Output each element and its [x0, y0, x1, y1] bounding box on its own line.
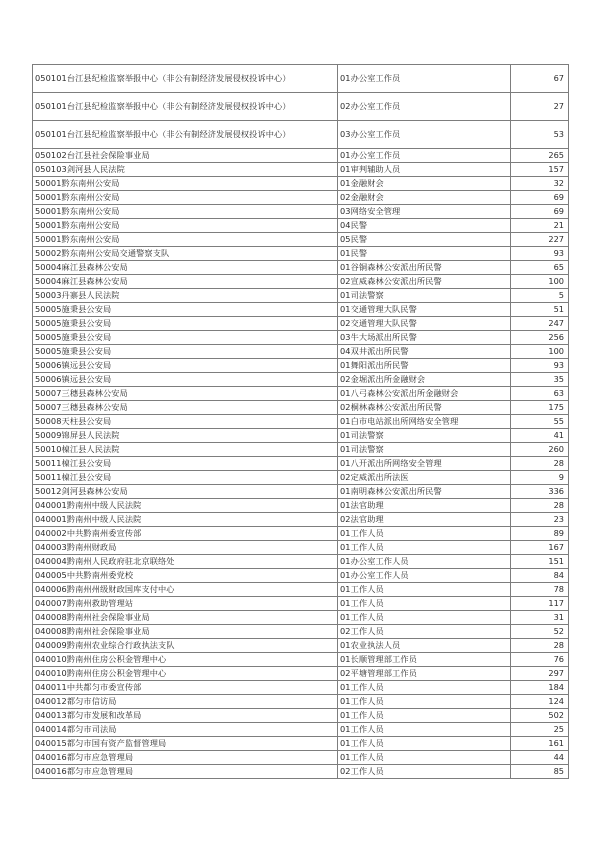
count-cell: 25: [511, 723, 569, 737]
unit-cell: 50001黔东南州公安局: [33, 177, 338, 191]
count-cell: 67: [511, 65, 569, 93]
position-cell: 02宣威森林公安派出所民警: [338, 275, 511, 289]
count-cell: 21: [511, 219, 569, 233]
table-row: [33, 723, 569, 737]
table-row: [33, 359, 569, 373]
count-cell: 265: [511, 149, 569, 163]
unit-cell: 50011槕江县公安局: [33, 471, 338, 485]
position-cell: 02定威派出所法医: [338, 471, 511, 485]
table-row: [33, 331, 569, 345]
position-cell: 02法官助理: [338, 513, 511, 527]
table-row: [33, 471, 569, 485]
position-cell: 01司法警察: [338, 429, 511, 443]
count-cell: 69: [511, 205, 569, 219]
position-cell: 01司法警察: [338, 443, 511, 457]
count-cell: 53: [511, 121, 569, 149]
unit-cell: 50005施秉县公安局: [33, 317, 338, 331]
position-cell: 01工作人员: [338, 527, 511, 541]
unit-cell: 040008黔南州社会保险事业局: [33, 611, 338, 625]
count-cell: 44: [511, 751, 569, 765]
count-cell: 227: [511, 233, 569, 247]
count-cell: 100: [511, 345, 569, 359]
unit-cell: 50004麻江县森林公安局: [33, 275, 338, 289]
unit-cell: 50001黔东南州公安局: [33, 191, 338, 205]
table-row: [33, 639, 569, 653]
count-cell: 502: [511, 709, 569, 723]
count-cell: 51: [511, 303, 569, 317]
position-cell: 04民警: [338, 219, 511, 233]
table-row: [33, 233, 569, 247]
table-row: [33, 373, 569, 387]
count-cell: 32: [511, 177, 569, 191]
position-cell: 05民警: [338, 233, 511, 247]
position-cell: 01金融财会: [338, 177, 511, 191]
count-cell: 93: [511, 247, 569, 261]
count-cell: 76: [511, 653, 569, 667]
count-cell: 69: [511, 191, 569, 205]
unit-cell: 50006镇远县公安局: [33, 373, 338, 387]
count-cell: 85: [511, 765, 569, 779]
table-row: [33, 177, 569, 191]
position-cell: 01民警: [338, 247, 511, 261]
unit-cell: 50007三穗县森林公安局: [33, 387, 338, 401]
unit-cell: 040005中共黔南州委党校: [33, 569, 338, 583]
table-row: [33, 191, 569, 205]
count-cell: 93: [511, 359, 569, 373]
position-cell: 01办公室工作人员: [338, 555, 511, 569]
position-cell: 01八弓森林公安派出所金融财会: [338, 387, 511, 401]
position-cell: 01长顺管理部工作员: [338, 653, 511, 667]
unit-cell: 040012都匀市信访局: [33, 695, 338, 709]
unit-cell: 040004黔南州人民政府驻北京联络处: [33, 555, 338, 569]
table-row: [33, 513, 569, 527]
table-body: [33, 65, 569, 779]
position-cell: 01白市电站派出所网络安全管理: [338, 415, 511, 429]
table-row: [33, 457, 569, 471]
position-cell: 02交通管理大队民警: [338, 317, 511, 331]
count-cell: 247: [511, 317, 569, 331]
unit-cell: 50006镇远县公安局: [33, 359, 338, 373]
position-cell: 01工作人员: [338, 737, 511, 751]
position-cell: 01工作人员: [338, 709, 511, 723]
position-cell: 01审判辅助人员: [338, 163, 511, 177]
count-cell: 260: [511, 443, 569, 457]
position-cell: 02金融财会: [338, 191, 511, 205]
unit-cell: 50001黔东南州公安局: [33, 219, 338, 233]
count-cell: 167: [511, 541, 569, 555]
table-row: [33, 303, 569, 317]
unit-cell: 50002黔东南州公安局交通警察支队: [33, 247, 338, 261]
unit-cell: 050101台江县纪检监察举报中心（非公有制经济发展侵权投诉中心）: [33, 65, 338, 93]
position-cell: 03办公室工作员: [338, 121, 511, 149]
table-row: [33, 527, 569, 541]
unit-cell: 040007黔南州救助管理站: [33, 597, 338, 611]
count-cell: 117: [511, 597, 569, 611]
count-cell: 23: [511, 513, 569, 527]
count-cell: 256: [511, 331, 569, 345]
unit-cell: 50005施秉县公安局: [33, 345, 338, 359]
position-cell: 02办公室工作员: [338, 93, 511, 121]
unit-cell: 040013都匀市发展和改革局: [33, 709, 338, 723]
table-row: [33, 667, 569, 681]
table-row: [33, 653, 569, 667]
table-row: [33, 415, 569, 429]
count-cell: 84: [511, 569, 569, 583]
position-cell: 01交通管理大队民警: [338, 303, 511, 317]
position-cell: 02金堀派出所金融财会: [338, 373, 511, 387]
position-cell: 02工作人员: [338, 625, 511, 639]
count-cell: 52: [511, 625, 569, 639]
unit-cell: 50003丹寨县人民法院: [33, 289, 338, 303]
count-cell: 28: [511, 457, 569, 471]
position-cell: 01谷铜森林公安派出所民警: [338, 261, 511, 275]
position-cell: 01办公室工作员: [338, 65, 511, 93]
count-cell: 41: [511, 429, 569, 443]
unit-cell: 040001黔南州中级人民法院: [33, 499, 338, 513]
unit-cell: 040014都匀市司法局: [33, 723, 338, 737]
count-cell: 65: [511, 261, 569, 275]
count-cell: 175: [511, 401, 569, 415]
table-row: [33, 429, 569, 443]
unit-cell: 50011槕江县公安局: [33, 457, 338, 471]
position-cell: 01办公室工作人员: [338, 569, 511, 583]
position-cell: 01舞阳派出所民警: [338, 359, 511, 373]
unit-cell: 040016都匀市应急管理局: [33, 751, 338, 765]
position-cell: 01司法警察: [338, 289, 511, 303]
position-cell: 03网络安全管理: [338, 205, 511, 219]
table-row: [33, 751, 569, 765]
position-cell: 01工作人员: [338, 597, 511, 611]
unit-cell: 040009黔南州农业综合行政执法支队: [33, 639, 338, 653]
unit-cell: 50005施秉县公安局: [33, 331, 338, 345]
table-row: [33, 401, 569, 415]
table-row: [33, 163, 569, 177]
unit-cell: 50007三穗县森林公安局: [33, 401, 338, 415]
position-cell: 01工作人员: [338, 583, 511, 597]
table-row: [33, 345, 569, 359]
count-cell: 35: [511, 373, 569, 387]
table-row: [33, 247, 569, 261]
count-cell: 55: [511, 415, 569, 429]
count-cell: 151: [511, 555, 569, 569]
table-row: [33, 611, 569, 625]
table-row: [33, 275, 569, 289]
count-cell: 31: [511, 611, 569, 625]
count-cell: 89: [511, 527, 569, 541]
table-row: [33, 387, 569, 401]
position-cell: 01八开派出所网络安全管理: [338, 457, 511, 471]
table-row: [33, 121, 569, 149]
unit-cell: 040008黔南州社会保险事业局: [33, 625, 338, 639]
table-row: [33, 695, 569, 709]
table-row: [33, 93, 569, 121]
count-cell: 9: [511, 471, 569, 485]
count-cell: 157: [511, 163, 569, 177]
table-row: [33, 737, 569, 751]
unit-cell: 50009锦屏县人民法院: [33, 429, 338, 443]
unit-cell: 040016都匀市应急管理局: [33, 765, 338, 779]
count-cell: 297: [511, 667, 569, 681]
unit-cell: 040003黔南州财政局: [33, 541, 338, 555]
unit-cell: 040010黔南州住房公积金管理中心: [33, 653, 338, 667]
unit-cell: 040010黔南州住房公积金管理中心: [33, 667, 338, 681]
unit-cell: 040011中共都匀市委宣传部: [33, 681, 338, 695]
unit-cell: 050103剑河县人民法院: [33, 163, 338, 177]
unit-cell: 50001黔东南州公安局: [33, 233, 338, 247]
position-table: [32, 64, 569, 779]
unit-cell: 50004麻江县森林公安局: [33, 261, 338, 275]
table-row: [33, 65, 569, 93]
table-row: [33, 499, 569, 513]
table-row: [33, 443, 569, 457]
count-cell: 5: [511, 289, 569, 303]
position-cell: 01工作人员: [338, 723, 511, 737]
count-cell: 124: [511, 695, 569, 709]
unit-cell: 50012剑河县森林公安局: [33, 485, 338, 499]
count-cell: 63: [511, 387, 569, 401]
count-cell: 78: [511, 583, 569, 597]
position-cell: 03牛大场派出所民警: [338, 331, 511, 345]
table-row: [33, 583, 569, 597]
position-cell: 01工作人员: [338, 611, 511, 625]
table-row: [33, 205, 569, 219]
unit-cell: 050101台江县纪检监察举报中心（非公有制经济发展侵权投诉中心）: [33, 121, 338, 149]
position-cell: 02桐林森林公安派出所民警: [338, 401, 511, 415]
count-cell: 161: [511, 737, 569, 751]
unit-cell: 040002中共黔南州委宣传部: [33, 527, 338, 541]
position-cell: 01办公室工作员: [338, 149, 511, 163]
position-cell: 01法官助理: [338, 499, 511, 513]
position-cell: 01南明森林公安派出所民警: [338, 485, 511, 499]
position-table-container: [32, 64, 568, 779]
unit-cell: 050101台江县纪检监察举报中心（非公有制经济发展侵权投诉中心）: [33, 93, 338, 121]
table-row: [33, 149, 569, 163]
unit-cell: 040015都匀市国有资产监督管理局: [33, 737, 338, 751]
table-row: [33, 541, 569, 555]
table-row: [33, 709, 569, 723]
table-row: [33, 555, 569, 569]
position-cell: 01工作人员: [338, 695, 511, 709]
table-row: [33, 317, 569, 331]
position-cell: 01工作人员: [338, 541, 511, 555]
unit-cell: 50001黔东南州公安局: [33, 205, 338, 219]
table-row: [33, 219, 569, 233]
table-row: [33, 681, 569, 695]
table-row: [33, 569, 569, 583]
table-row: [33, 289, 569, 303]
position-cell: 01农业执法人员: [338, 639, 511, 653]
count-cell: 100: [511, 275, 569, 289]
unit-cell: 050102台江县社会保险事业局: [33, 149, 338, 163]
count-cell: 27: [511, 93, 569, 121]
unit-cell: 50005施秉县公安局: [33, 303, 338, 317]
count-cell: 336: [511, 485, 569, 499]
unit-cell: 50010槕江县人民法院: [33, 443, 338, 457]
count-cell: 28: [511, 639, 569, 653]
unit-cell: 040006黔南州州级财政国库支付中心: [33, 583, 338, 597]
position-cell: 01工作人员: [338, 751, 511, 765]
unit-cell: 040001黔南州中级人民法院: [33, 513, 338, 527]
position-cell: 01工作人员: [338, 681, 511, 695]
table-row: [33, 485, 569, 499]
position-cell: 04双井派出所民警: [338, 345, 511, 359]
table-row: [33, 597, 569, 611]
position-cell: 02平塘管理部工作员: [338, 667, 511, 681]
table-row: [33, 261, 569, 275]
count-cell: 28: [511, 499, 569, 513]
table-row: [33, 765, 569, 779]
unit-cell: 50008天柱县公安局: [33, 415, 338, 429]
position-cell: 02工作人员: [338, 765, 511, 779]
count-cell: 184: [511, 681, 569, 695]
table-row: [33, 625, 569, 639]
